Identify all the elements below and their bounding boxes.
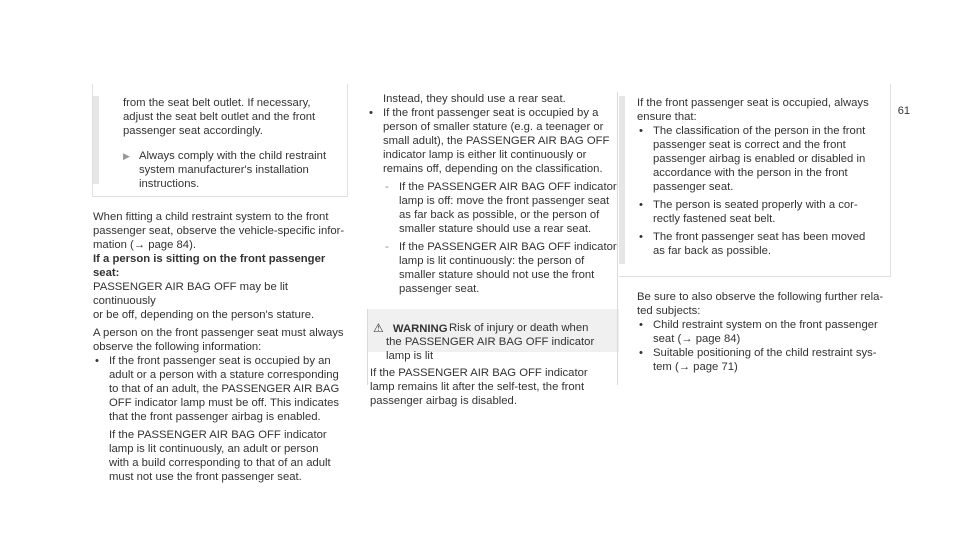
p2-line: or be off, depending on the person's stature.	[93, 309, 315, 321]
bullet-icon: •	[369, 107, 373, 119]
bullet-line: that the front passenger airbag is enabled.	[109, 411, 321, 423]
bullet-line: small adult), the PASSENGER AIR BAG OFF	[383, 135, 610, 147]
bullet-icon: •	[639, 125, 643, 137]
bullet-line: The front passenger seat has been moved	[653, 231, 866, 243]
bullet-line: tem (→ page 71)	[653, 361, 738, 373]
cont-line: Instead, they should use a rear seat.	[383, 93, 566, 105]
bullet-line: If the PASSENGER AIR BAG OFF indicator	[109, 429, 327, 441]
dash-line: smaller stature should use a rear seat.	[399, 223, 592, 235]
warning-title-line: Risk of injury or death when	[449, 322, 589, 334]
bullet-line: must not use the front passenger seat.	[109, 471, 302, 483]
dash-line: lamp is off: move the front passenger seat	[399, 195, 610, 207]
col1-note-box	[92, 84, 348, 197]
bullet-line: passenger seat is correct and the front	[653, 139, 846, 151]
bullet-icon: •	[639, 347, 643, 359]
box-line: passenger seat accordingly.	[123, 125, 263, 137]
col1-body	[93, 210, 353, 484]
tri-line: Always comply with the child restraint	[139, 150, 327, 162]
tri-item	[123, 149, 343, 191]
bullet-icon: •	[639, 319, 643, 331]
bullet-item	[637, 230, 887, 258]
tri-line: instructions.	[139, 178, 200, 190]
dash-icon: -	[385, 181, 389, 193]
bullet-item	[637, 318, 897, 346]
bullet-line: Child restraint system on the front passenger	[653, 319, 878, 331]
bullet-line: lamp is lit continuously, an adult or person	[109, 443, 319, 455]
col1-box-text	[123, 96, 343, 191]
dash-line: passenger seat.	[399, 283, 480, 295]
bullet-line: indicator lamp is either lit continuously or	[383, 149, 587, 161]
bullet-line: The classification of the person in the front	[653, 125, 866, 137]
warning-body-line: passenger airbag is disabled.	[370, 395, 517, 407]
dash-line: If the PASSENGER AIR BAG OFF indicator	[399, 241, 617, 253]
warning-title-line: the PASSENGER AIR BAG OFF indicator	[386, 336, 595, 348]
triangle-icon: ▶	[123, 151, 130, 161]
p1-line: passenger seat, observe the vehicle-specific infor-	[93, 225, 345, 237]
bullet-line: The person is seated properly with a cor-	[653, 199, 858, 211]
warning-title-cont	[386, 335, 616, 363]
col3-note-box	[619, 84, 891, 277]
col3-body	[637, 290, 897, 374]
bullet-item	[637, 124, 887, 194]
bullet-line: with a build corresponding to that of an adult	[109, 457, 331, 469]
warning-title	[449, 321, 619, 335]
column-divider	[617, 92, 618, 385]
p3-line: A person on the front passenger seat must always	[93, 327, 344, 339]
bullet-line: passenger airbag is enabled or disabled in	[653, 153, 866, 165]
bullet-icon: •	[95, 355, 99, 367]
bullet-line: If the front passenger seat is occupied by a	[383, 107, 599, 119]
dash-item	[383, 240, 617, 296]
warning-body-line: lamp remains lit after the self-test, the front	[370, 381, 585, 393]
bullet-line: accordance with the person in the front	[653, 167, 848, 179]
box-intro-line: If the front passenger seat is occupied, always	[637, 97, 869, 109]
warning-title-line: lamp is lit	[386, 350, 434, 362]
tri-line: system manufacturer's installation	[139, 164, 309, 176]
bullet-line: passenger seat.	[653, 181, 734, 193]
warning-box	[367, 309, 619, 407]
dash-line: smaller stature should not use the front	[399, 269, 595, 281]
p3-line: observe the following information:	[93, 341, 262, 353]
bullet-item	[93, 354, 353, 484]
warning-label: WARNING	[392, 323, 448, 335]
bullet-line: seat (→ page 84)	[653, 333, 741, 345]
dash-line: as far back as possible, or the person of	[399, 209, 600, 221]
box-intro-line: ensure that:	[637, 111, 697, 123]
p-after-line: Be sure to also observe the following further rela-	[637, 291, 884, 303]
bullet-icon: •	[639, 199, 643, 211]
bullet-line: person of smaller stature (e.g. a teenager or	[383, 121, 604, 133]
col2-body	[367, 92, 617, 296]
section-heading: If a person is sitting on the front passenger seat:	[93, 253, 326, 279]
bullet-icon: •	[639, 231, 643, 243]
box-line: from the seat belt outlet. If necessary,	[123, 97, 311, 109]
bullet-line: Suitable positioning of the child restraint sys-	[653, 347, 877, 359]
bullet-line: as far back as possible.	[653, 245, 772, 257]
note-box-bar	[619, 96, 625, 264]
col3-box-text	[637, 96, 887, 258]
bullet-item	[637, 198, 887, 226]
bullet-line: OFF indicator lamp must be off. This indicates	[109, 397, 340, 409]
p1-line: When fitting a child restraint system to the front	[93, 211, 329, 223]
bullet-line: If the front passenger seat is occupied by an	[109, 355, 331, 367]
p1-line: mation (→ page 84).	[93, 239, 196, 251]
bullet-item	[637, 346, 897, 374]
p2-line: PASSENGER AIR BAG OFF may be lit continuously	[93, 281, 289, 307]
warning-triangle-icon: ⚠	[373, 321, 384, 335]
page-number: 61	[897, 105, 910, 117]
dash-item	[383, 180, 617, 236]
bullet-item	[367, 106, 617, 296]
bullet-line: to that of an adult, the PASSENGER AIR BAG	[109, 383, 340, 395]
dash-icon: -	[385, 241, 389, 253]
dash-line: lamp is lit continuously: the person of	[399, 255, 585, 267]
bullet-line: adult or a person with a stature corresponding	[109, 369, 339, 381]
warning-body	[370, 366, 618, 408]
bullet-line: remains off, depending on the classification.	[383, 163, 603, 175]
dash-line: If the PASSENGER AIR BAG OFF indicator	[399, 181, 617, 193]
p-after-line: ted subjects:	[637, 305, 701, 317]
box-line: adjust the seat belt outlet and the front	[123, 111, 316, 123]
bullet-line: rectly fastened seat belt.	[653, 213, 776, 225]
warning-body-line: If the PASSENGER AIR BAG OFF indicator	[370, 367, 588, 379]
note-box-bar	[93, 96, 99, 184]
